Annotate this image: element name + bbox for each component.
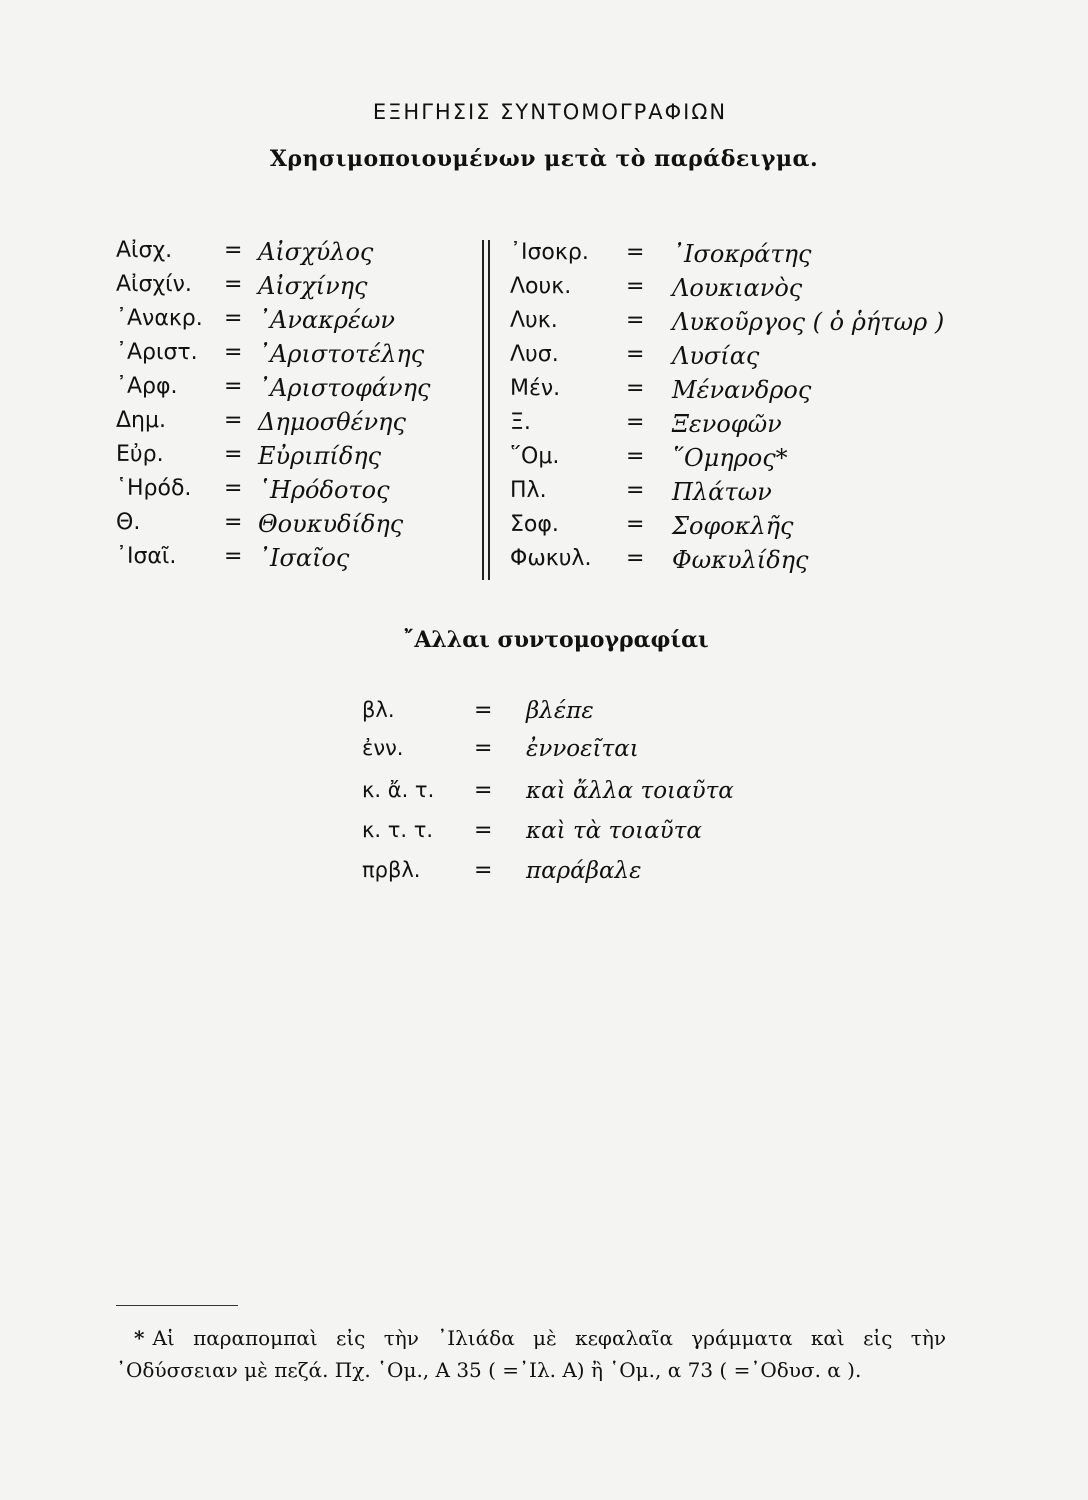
equals-sign: = <box>626 274 645 299</box>
abbreviation: Λυκ. <box>510 308 558 333</box>
full-form: Σοφοκλῆς <box>672 512 794 540</box>
full-form: ᾿Αριστοφάνης <box>258 374 431 402</box>
abbreviation: ῾Ηρόδ. <box>116 476 192 501</box>
full-form: Λουκιανὸς <box>672 274 803 302</box>
abbreviation: ᾿Ανακρ. <box>116 306 203 331</box>
full-form: Αἰσχίνης <box>258 272 368 300</box>
equals-sign: = <box>626 512 645 537</box>
abbreviation: Σοφ. <box>510 512 559 537</box>
equals-sign: = <box>224 306 243 331</box>
footnote-rule <box>116 1305 238 1306</box>
abbreviation: κ. ἄ. τ. <box>362 778 435 802</box>
equals-sign: = <box>474 698 493 723</box>
footnote-marker: * <box>134 1326 145 1350</box>
equals-sign: = <box>474 818 493 843</box>
abbreviation: ᾿Αρφ. <box>116 374 178 399</box>
full-form: ῞Ομηρος* <box>672 444 788 472</box>
abbreviation: Ξ. <box>510 410 531 435</box>
full-form: Δημοσθένης <box>258 408 406 436</box>
footnote <box>116 1322 946 1386</box>
full-form: ᾿Ισαῖος <box>258 544 350 572</box>
equals-sign: = <box>626 410 645 435</box>
full-form: Πλάτων <box>672 478 772 506</box>
abbreviation: βλ. <box>362 698 395 722</box>
equals-sign: = <box>224 374 243 399</box>
equals-sign: = <box>224 442 243 467</box>
page-title: ΕΞΗΓΗΣΙΣ ΣΥΝΤΟΜΟΓΡΑΦΙΩΝ <box>372 100 728 124</box>
full-form: βλέπε <box>526 698 594 724</box>
equals-sign: = <box>224 544 243 569</box>
full-form: ᾿Ισοκράτης <box>672 240 812 268</box>
abbreviation: ῞Ομ. <box>510 444 560 469</box>
abbreviation: πρβλ. <box>362 858 421 882</box>
abbreviation: κ. τ. τ. <box>362 818 434 842</box>
abbreviation: ᾿Ισαῖ. <box>116 544 177 569</box>
footnote-text: Αἱ παραπομπαὶ εἰς τὴν ᾿Ιλιάδα μὲ κεφαλαῖα γράμματα καὶ εἰς τὴν ᾿Οδύσσειαν μὲ πεζά. Πχ. ῾Ομ., Α 35 ( =᾿Ιλ. Α) ἢ ῾Ομ., α 73 ( =᾿Οδυσ. α ). <box>116 1326 946 1382</box>
abbreviation: Δημ. <box>116 408 166 433</box>
abbreviation: Εὐρ. <box>116 442 164 467</box>
abbreviation: Λυσ. <box>510 342 559 367</box>
abbreviation: ᾿Αριστ. <box>116 340 198 365</box>
equals-sign: = <box>474 858 493 883</box>
full-form: καὶ ἄλλα τοιαῦτα <box>526 778 734 804</box>
full-form: Λυσίας <box>672 342 760 370</box>
full-form: Ξενοφῶν <box>672 410 782 438</box>
equals-sign: = <box>626 376 645 401</box>
full-form: Εὐριπίδης <box>258 442 382 470</box>
abbreviation: Λουκ. <box>510 274 572 299</box>
full-form: ᾿Ανακρέων <box>258 306 396 334</box>
full-form: Θουκυδίδης <box>258 510 404 538</box>
equals-sign: = <box>224 476 243 501</box>
full-form: ῾Ηρόδοτος <box>258 476 390 504</box>
abbreviation: Φωκυλ. <box>510 546 592 571</box>
equals-sign: = <box>474 736 493 761</box>
abbreviation: ἐνν. <box>362 736 404 760</box>
abbreviation: Πλ. <box>510 478 547 503</box>
column-divider-line <box>482 240 484 580</box>
full-form: παράβαλε <box>526 858 642 884</box>
equals-sign: = <box>224 340 243 365</box>
abbreviation: Αἰσχίν. <box>116 272 192 297</box>
full-form: Μένανδρος <box>672 376 812 404</box>
equals-sign: = <box>626 478 645 503</box>
equals-sign: = <box>224 510 243 535</box>
page-subtitle: Χρησιμοποιουμένων μετὰ τὸ παράδειγμα. <box>269 146 819 172</box>
equals-sign: = <box>626 308 645 333</box>
full-form: Αἰσχύλος <box>258 238 374 266</box>
equals-sign: = <box>224 272 243 297</box>
full-form: καὶ τὰ τοιαῦτα <box>526 818 702 844</box>
equals-sign: = <box>224 238 243 263</box>
abbreviation: Θ. <box>116 510 141 535</box>
abbreviation: ᾿Ισοκρ. <box>510 240 589 265</box>
full-form: ᾿Αριστοτέλης <box>258 340 425 368</box>
full-form: Φωκυλίδης <box>672 546 809 574</box>
equals-sign: = <box>626 444 645 469</box>
equals-sign: = <box>626 546 645 571</box>
equals-sign: = <box>224 408 243 433</box>
equals-sign: = <box>626 342 645 367</box>
abbreviation: Αἰσχ. <box>116 238 173 263</box>
column-divider-line <box>488 240 490 580</box>
abbreviation: Μέν. <box>510 376 561 401</box>
equals-sign: = <box>626 240 645 265</box>
equals-sign: = <box>474 778 493 803</box>
other-abbreviations-heading: ῎Αλλαι συντομογραφίαι <box>403 627 709 653</box>
full-form: Λυκοῦργος ( ὁ ῥήτωρ ) <box>672 308 945 336</box>
full-form: ἐννοεῖται <box>526 736 639 762</box>
